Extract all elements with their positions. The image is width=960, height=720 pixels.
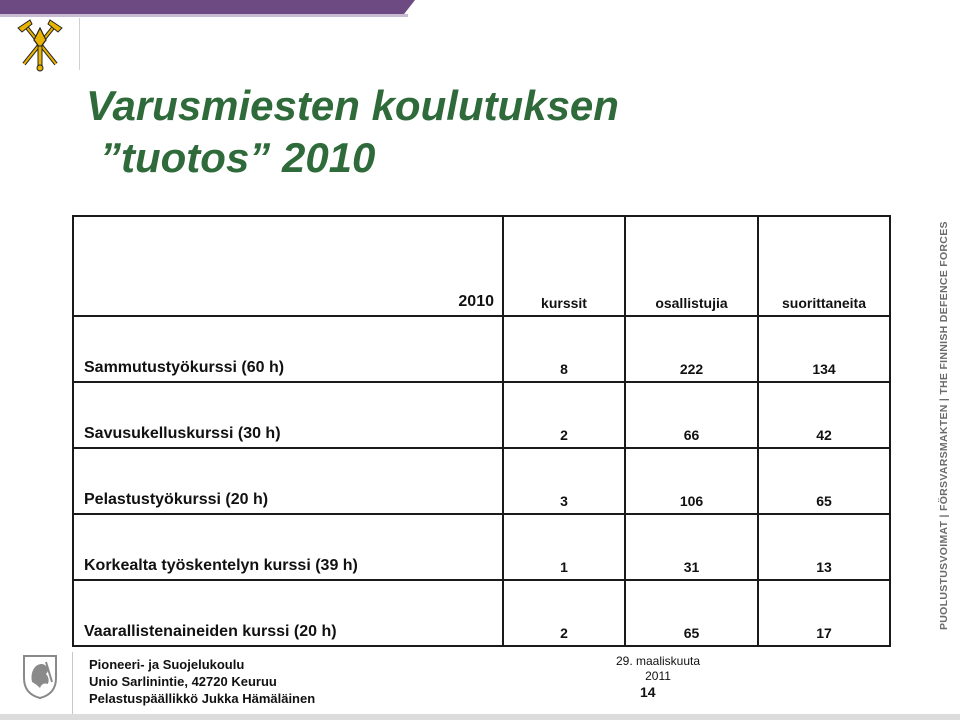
course-count: 8 [503,316,625,382]
pioneer-emblem-icon [16,18,64,72]
defence-forces-lion-icon [20,652,60,700]
participant-count: 66 [625,382,758,448]
page-number: 14 [640,684,656,700]
course-name: Savusukelluskurssi (30 h) [73,382,503,448]
table-row [73,316,890,382]
completed-count: 65 [758,448,890,514]
footer-unit: Pioneeri- ja Suojelukoulu [89,657,245,672]
course-name: Vaarallistenaineiden kurssi (20 h) [73,580,503,646]
header-kurssit: kurssit [503,216,625,316]
course-count: 3 [503,448,625,514]
bottom-accent-bar [0,714,960,720]
completed-count: 13 [758,514,890,580]
table-row [73,448,890,514]
table-header-row [73,216,890,316]
course-count: 1 [503,514,625,580]
participant-count: 106 [625,448,758,514]
participant-count: 65 [625,580,758,646]
page-title [86,80,619,184]
participant-count: 31 [625,514,758,580]
completed-count: 17 [758,580,890,646]
completed-count: 134 [758,316,890,382]
footer-author: Pelastuspäällikkö Jukka Hämäläinen [89,691,316,706]
completed-count: 42 [758,382,890,448]
course-name: Korkealta työskentelyn kurssi (39 h) [73,514,503,580]
course-count: 2 [503,580,625,646]
participant-count: 222 [625,316,758,382]
footer-divider [72,652,73,716]
course-name: Sammutustyökurssi (60 h) [73,316,503,382]
footer-organization [89,656,315,707]
header-osallistujia: osallistujia [625,216,758,316]
course-name: Pelastustyökurssi (20 h) [73,448,503,514]
course-count: 2 [503,382,625,448]
side-label-text: PUOLUSTUSVOIMAT | FÖRSVARSMAKTEN | THE FINNISH DEFENCE FORCES [938,221,950,630]
courses-table [72,215,891,647]
title-line-1: Varusmiesten koulutuksen [86,82,619,129]
footer-date: 29. maaliskuuta 2011 [615,654,701,683]
top-accent-shadow [0,14,408,17]
table-row [73,514,890,580]
title-line-2: ”tuotos” 2010 [100,134,376,181]
header-year: 2010 [73,216,503,316]
table-row [73,382,890,448]
footer-address: Unio Sarlinintie, 42720 Keuruu [89,674,277,689]
header-divider [79,18,80,70]
defence-forces-side-label [938,221,954,630]
table-row [73,580,890,646]
header-suorittaneita: suorittaneita [758,216,890,316]
